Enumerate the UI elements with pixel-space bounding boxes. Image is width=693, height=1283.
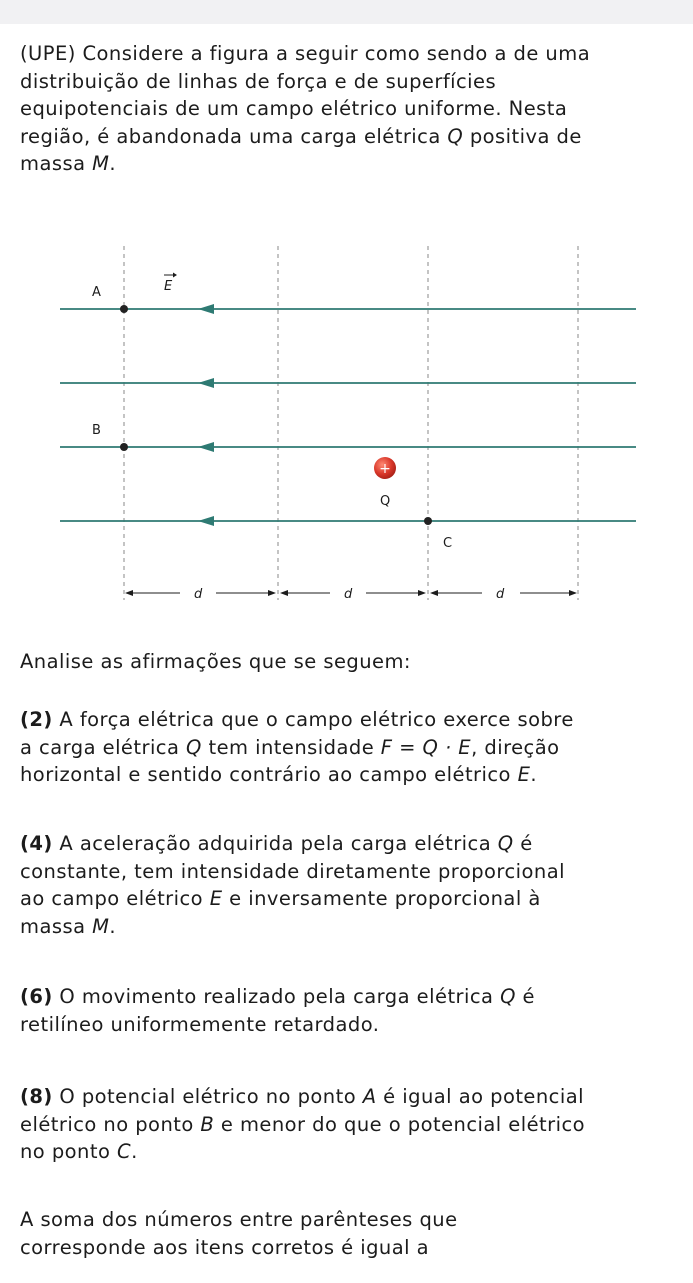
distance-label-2: d bbox=[344, 587, 353, 602]
item-6-line-2: retilíneo uniformemente retardado. bbox=[20, 1012, 380, 1036]
item-4-line-2: constante, tem intensidade diretamente proporcional bbox=[20, 859, 565, 883]
item-8-line-1b: é igual ao potencial bbox=[376, 1085, 584, 1108]
intro-line-2: distribuição de linhas de força e de superfícies bbox=[20, 69, 497, 93]
field-arrow-2 bbox=[198, 378, 214, 388]
vector-arrow-icon bbox=[164, 273, 177, 278]
item-6-line-1b: é bbox=[515, 985, 536, 1008]
item-2 bbox=[20, 706, 680, 789]
item-2-line-2c: , direção bbox=[471, 735, 560, 759]
intro-line-4a: região, é abandonada uma carga elétrica bbox=[20, 124, 448, 148]
charge-q-var: Q bbox=[447, 124, 464, 148]
item-4-line-4b: . bbox=[109, 914, 117, 938]
item-4-m-var: M bbox=[92, 914, 110, 938]
field-lines bbox=[60, 309, 636, 521]
item-8-line-1a: O potencial elétrico no ponto bbox=[52, 1085, 363, 1108]
distance-label-1: d bbox=[194, 587, 203, 602]
label-c: C bbox=[443, 536, 453, 551]
intro-line-5b: . bbox=[109, 152, 117, 175]
distance-label-3: d bbox=[496, 587, 505, 602]
field-arrows bbox=[198, 304, 214, 526]
field-arrow-3 bbox=[198, 442, 214, 452]
item-2-line-3b: . bbox=[530, 763, 538, 786]
item-2-formula: F = Q · E bbox=[380, 735, 472, 759]
item-8-line-3b: . bbox=[131, 1140, 138, 1163]
item-8 bbox=[20, 1083, 680, 1166]
closing-line-1: A soma dos números entre parênteses que bbox=[20, 1208, 458, 1231]
mass-m-var: M bbox=[92, 152, 110, 175]
intro-line-1: (UPE) Considere a figura a seguir como sendo a de uma bbox=[20, 42, 591, 65]
item-2-line-1: A força elétrica que o campo elétrico exerce sobre bbox=[52, 708, 574, 731]
item-2-e-var: E bbox=[517, 763, 531, 786]
item-4-line-3a: ao campo elétrico bbox=[20, 887, 210, 910]
closing-line-2: corresponde aos itens corretos é igual a bbox=[20, 1235, 430, 1259]
field-arrow-1 bbox=[198, 304, 214, 314]
closing-paragraph bbox=[20, 1206, 680, 1261]
item-4-line-4a: massa bbox=[20, 914, 93, 938]
label-e-vector: E bbox=[164, 279, 173, 294]
item-8-line-3a: no ponto bbox=[20, 1140, 117, 1163]
item-6 bbox=[20, 983, 680, 1038]
analyze-heading bbox=[20, 648, 680, 676]
item-4-q-var: Q bbox=[497, 832, 514, 855]
item-2-q-var: Q bbox=[186, 735, 202, 759]
plus-sign-icon: + bbox=[379, 461, 391, 477]
item-4-e-var: E bbox=[209, 887, 223, 910]
intro-paragraph bbox=[20, 40, 680, 178]
point-b-dot bbox=[120, 443, 128, 451]
analyze-text: Analise as afirmações que se seguem: bbox=[20, 650, 411, 673]
intro-line-3: equipotenciais de um campo elétrico uniforme. Nesta bbox=[20, 97, 568, 120]
item-2-line-2b: tem intensidade bbox=[201, 735, 381, 759]
item-8-line-2a: elétrico no ponto bbox=[20, 1112, 201, 1136]
label-a: A bbox=[92, 285, 101, 300]
equipotential-lines bbox=[124, 246, 578, 600]
top-bar bbox=[0, 0, 693, 24]
intro-line-4b: positiva de bbox=[463, 124, 582, 148]
item-4-line-1b: é bbox=[513, 832, 533, 855]
item-6-number: (6) bbox=[20, 985, 53, 1008]
point-a-dot bbox=[120, 305, 128, 313]
item-8-b-var: B bbox=[200, 1112, 215, 1136]
point-c-dot bbox=[424, 517, 432, 525]
item-2-number: (2) bbox=[20, 708, 53, 731]
item-4-line-3b: e inversamente proporcional à bbox=[222, 887, 541, 910]
field-figure bbox=[0, 238, 693, 610]
item-8-line-2b: e menor do que o potencial elétrico bbox=[214, 1112, 586, 1136]
item-4-number: (4) bbox=[20, 832, 53, 855]
field-arrow-4 bbox=[198, 516, 214, 526]
label-b: B bbox=[92, 423, 101, 438]
item-8-c-var: C bbox=[116, 1140, 132, 1163]
item-4-line-1a: A aceleração adquirida pela carga elétrica bbox=[52, 832, 498, 855]
item-8-a-var: A bbox=[362, 1085, 377, 1108]
item-6-line-1a: O movimento realizado pela carga elétrica bbox=[52, 985, 501, 1008]
item-2-line-3a: horizontal e sentido contrário ao campo elétrico bbox=[20, 763, 518, 786]
item-4 bbox=[20, 830, 680, 940]
item-8-number: (8) bbox=[20, 1085, 53, 1108]
item-2-line-2a: a carga elétrica bbox=[20, 735, 187, 759]
item-6-q-var: Q bbox=[500, 985, 516, 1008]
intro-line-5a: massa bbox=[20, 152, 93, 175]
label-q: Q bbox=[380, 494, 391, 509]
